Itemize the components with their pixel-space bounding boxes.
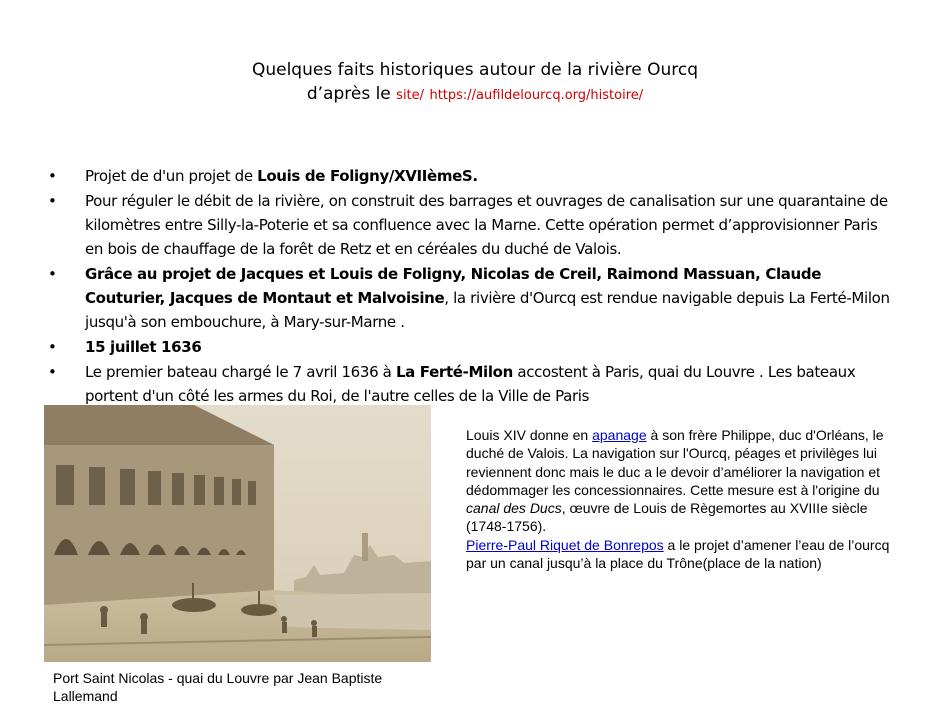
bullet-item-4 bbox=[44, 335, 894, 359]
bullet-1-bold: Louis de Foligny/XVIIèmeS. bbox=[257, 167, 478, 185]
bullet-5-text-before: Le premier bateau chargé le 7 avril 1636 à bbox=[85, 363, 396, 381]
apanage-link[interactable]: apanage bbox=[592, 427, 647, 443]
bullet-list bbox=[44, 164, 894, 409]
title-line-1: Quelques faits historiques autour de la rivière Ourcq bbox=[251, 60, 699, 80]
page-title bbox=[0, 58, 950, 108]
bullet-2-text: Pour réguler le débit de la rivière, on construit des barrages et ouvrages de canalisation sur une quarantaine de kilomètres entre Silly-la-Poterie et sa confluence avec la Marne. Cette opération permet d’approvisionner Paris en bois de chauffage de la forêt de Retz et en céréales du duché de Valois. bbox=[85, 192, 888, 258]
bullet-item-1 bbox=[44, 164, 894, 188]
side-p1-end: , œuvre de Louis de Règemortes au XVIIIe siècle (1748-1756). bbox=[466, 500, 868, 535]
side-text-block bbox=[466, 426, 901, 572]
bullet-item-3 bbox=[44, 262, 894, 334]
bullet-3-text: , la rivière d'Ourcq est rendue navigable depuis La Ferté-Milon jusqu'à son embouchure, à Mary-sur-Marne . bbox=[85, 289, 890, 331]
bullet-5-bold: La Ferté-Milon bbox=[395, 363, 513, 381]
side-italic-canal: canal des Ducs bbox=[466, 500, 562, 517]
source-label: site/ bbox=[396, 88, 425, 103]
bullet-1-text: Projet de d'un projet de bbox=[85, 167, 258, 185]
bullet-4-bold: 15 juillet 1636 bbox=[85, 338, 202, 356]
painting-image bbox=[44, 405, 431, 662]
bullet-5-text-after: accostent à Paris, quai du Louvre . Les bateaux portent d'un côté les armes du Roi, de l'autre celles de la Ville de Paris bbox=[85, 363, 856, 405]
bullet-3-bold: Grâce au projet de Jacques et Louis de Foligny, Nicolas de Creil, Raimond Massuan, Claude Couturier, Jacques de Montaut et Malvoisine bbox=[85, 265, 822, 307]
side-p1-start: Louis XIV donne en bbox=[466, 427, 593, 443]
painting-caption: Port Saint Nicolas - quai du Louvre par Jean Baptiste Lallemand bbox=[53, 670, 383, 704]
painting-illustration bbox=[44, 405, 431, 662]
bullet-item-5 bbox=[44, 360, 894, 408]
riquet-link[interactable]: Pierre-Paul Riquet de Bonrepos bbox=[466, 536, 664, 553]
source-url-link[interactable]: https://aufildelourcq.org/histoire/ bbox=[429, 88, 644, 103]
side-p1-rest: à son frère Philippe, duc d'Orléans, le duché de Valois. La navigation sur l'Ourcq, péages et privilèges lui reviennent donc mais le duc a le devoir d’améliorer la navigation et dédommager les concessionnaires. Cette mesure est à l'origine du bbox=[466, 427, 884, 498]
side-p2-rest: a le projet d’amener l’eau de l’ourcq par un canal jusqu’à la place du Trône(place de la nation) bbox=[466, 536, 890, 572]
bullet-item-2 bbox=[44, 189, 894, 261]
title-prefix: d’après le bbox=[306, 84, 397, 104]
title-line-2 bbox=[0, 82, 950, 108]
